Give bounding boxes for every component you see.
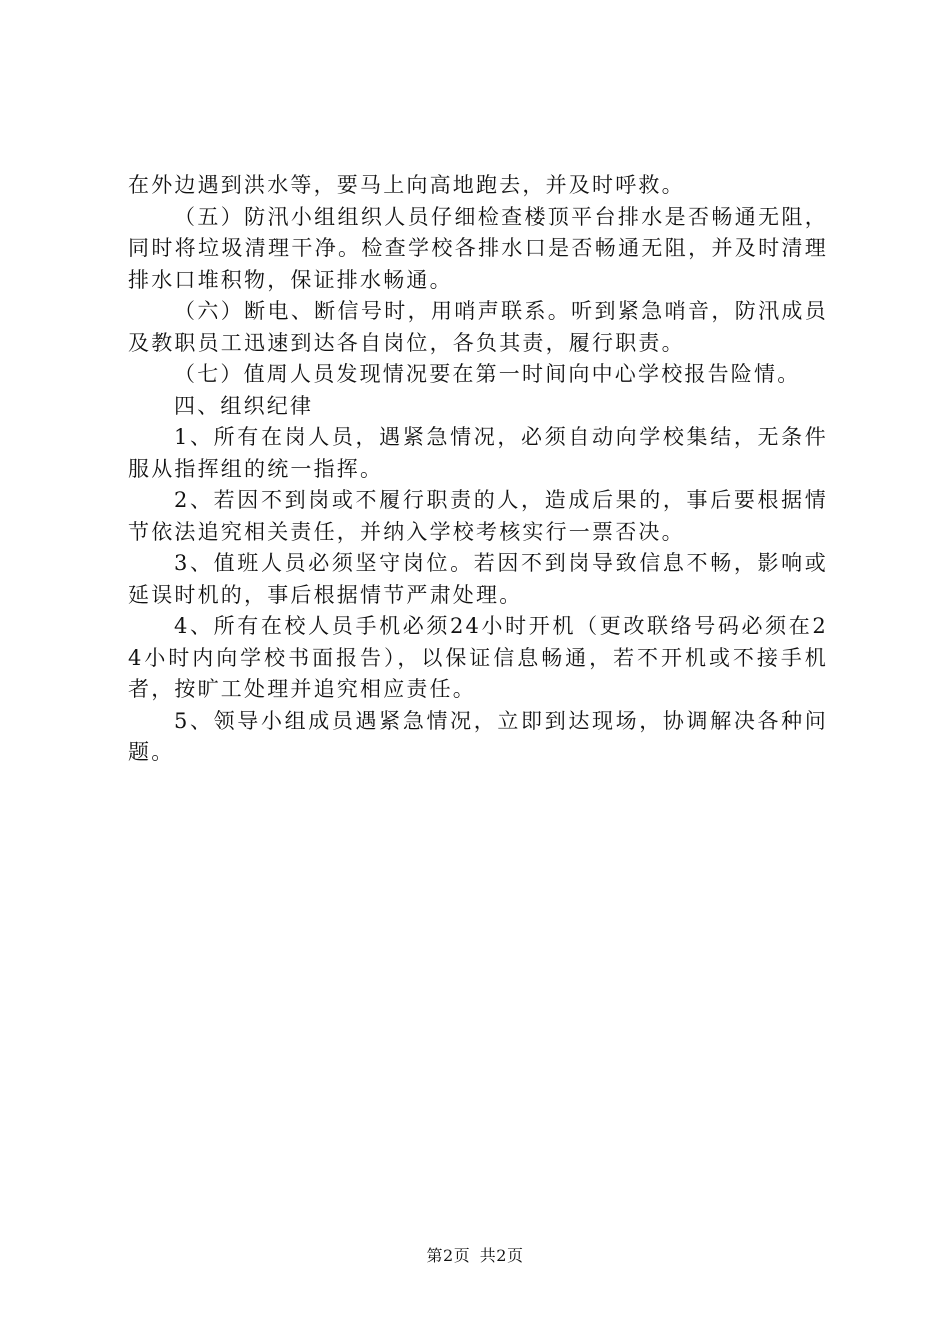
- rule-item-5: 5、领导小组成员遇紧急情况，立即到达现场，协调解决各种问题。: [128, 708, 828, 764]
- rule-item-4: 4、所有在校人员手机必须24小时开机（更改联络号码必须在24小时内向学校书面报告），以保证信息畅通，若不开机或不接手机者，按旷工处理并追究相应责任。: [128, 614, 828, 701]
- document-body: [128, 170, 828, 769]
- rule-item-2: 2、若因不到岗或不履行职责的人，造成后果的，事后要根据情节依法追究相关责任，并纳入学校考核实行一票否决。: [128, 488, 828, 544]
- paragraph-item-5: （五）防汛小组组织人员仔细检查楼顶平台排水是否畅通无阻，同时将垃圾清理干净。检查学校各排水口是否畅通无阻，并及时清理排水口堆积物，保证排水畅通。: [128, 204, 828, 292]
- paragraph-item-7: （七）值周人员发现情况要在第一时间向中心学校报告险情。: [174, 362, 801, 386]
- rule-item-3: 3、值班人员必须坚守岗位。若因不到岗导致信息不畅，影响或延误时机的，事后根据情节严肃处理。: [128, 551, 828, 607]
- section-heading: 四、组织纪律: [174, 393, 314, 418]
- paragraph-item-6: （六）断电、断信号时，用哨声联系。听到紧急哨音，防汛成员及教职员工迅速到达各自岗位，各负其责，履行职责。: [128, 299, 828, 355]
- page-number: 第2页: [426, 1246, 471, 1265]
- page-total: 共2页: [479, 1246, 524, 1265]
- page-footer: [0, 1243, 950, 1266]
- rule-item-1: 1、所有在岗人员，遇紧急情况，必须自动向学校集结，无条件服从指挥组的统一指挥。: [128, 425, 828, 481]
- paragraph-continuation: 在外边遇到洪水等，要马上向高地跑去，并及时呼救。: [128, 173, 685, 197]
